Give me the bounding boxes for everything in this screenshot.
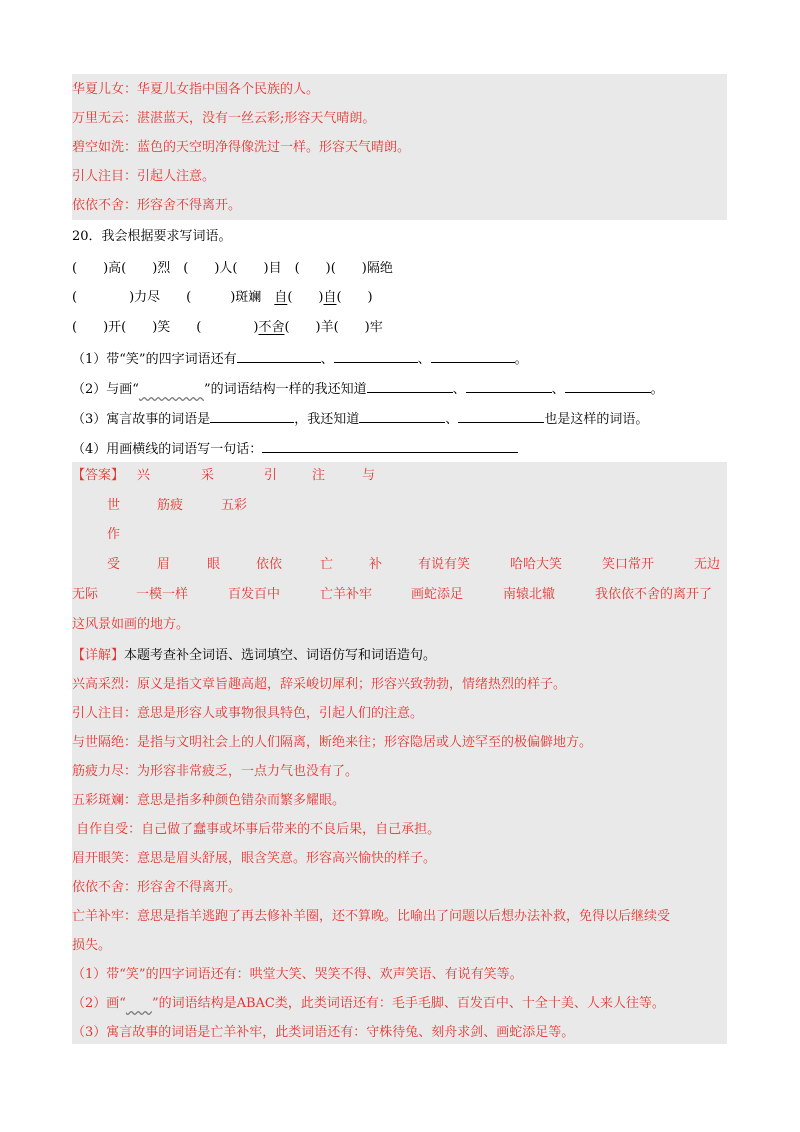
answer-blank[interactable] xyxy=(466,380,552,393)
detail-intro: 本题考查补全词语、选词填空、词语仿写和词语造句。 xyxy=(124,648,437,663)
definition-line: 华夏儿女：华夏儿女指中国各个民族的人。 xyxy=(72,82,320,97)
end-mark: 。 xyxy=(514,352,528,367)
fill-row-2-part: ( ) xyxy=(287,290,324,305)
fill-row-3-part: ( )开( )笑 ( ) xyxy=(72,320,259,335)
definition-line: 碧空如洗：蓝色的天空明净得像洗过一样。形容天气晴朗。 xyxy=(72,140,411,155)
detail-line: 筋疲力尽：为形容非常疲乏，一点力气也没有了。 xyxy=(72,764,359,779)
answer-token: 注 xyxy=(312,468,326,483)
definition-line: 依依不舍：形容舍不得离开。 xyxy=(72,198,242,213)
wavy-underline-mark xyxy=(139,382,204,397)
answer-blank[interactable] xyxy=(367,380,453,393)
q4-text: （4）用画横线的词语写一句话： xyxy=(72,442,263,457)
answer-token: 南辕北辙 xyxy=(503,587,556,602)
q3-text: （3）寓言故事的词语是 xyxy=(72,412,211,427)
separator: 、 xyxy=(320,352,334,367)
detail-line xyxy=(72,995,665,1013)
answer-token: 无际 xyxy=(72,587,99,602)
answer-token: 与 xyxy=(362,468,376,483)
detail-line: 亡羊补牢：意思是指羊逃跑了再去修补羊圈，还不算晚。比喻出了问题以后想办法补救，免得以后继续受 xyxy=(72,909,671,924)
answer-token: 筋疲 xyxy=(157,498,184,513)
sub-question-1 xyxy=(72,350,528,369)
answer-token: 补 xyxy=(369,557,383,572)
answer-token: 一模一样 xyxy=(136,587,189,602)
question-title: 20．我会根据要求写词语。 xyxy=(72,229,232,244)
answer-token: 兴 xyxy=(137,468,151,483)
answer-blank[interactable] xyxy=(359,410,445,423)
answer-blank[interactable] xyxy=(458,410,544,423)
answer-sentence-end: 这风景如画的地方。 xyxy=(72,617,190,632)
answer-token: 我依依不舍的离开了 xyxy=(595,587,713,602)
underlined-char: 自 xyxy=(323,290,337,305)
answer-token: 画蛇添足 xyxy=(411,587,464,602)
q3-text: 也是这样的词语。 xyxy=(544,412,649,427)
sub-question-2 xyxy=(72,380,664,399)
answer-blank[interactable] xyxy=(262,440,518,453)
underlined-word: 不舍 xyxy=(258,320,285,335)
separator: 、 xyxy=(417,352,431,367)
fill-row-2-part: ( )力尽 ( )斑斓 xyxy=(72,290,275,305)
q2-text: （2）与画“ xyxy=(72,382,139,397)
answer-token: 百发百中 xyxy=(228,587,281,602)
detail-label: 【详解】 xyxy=(72,648,125,663)
answer-token: 采 xyxy=(201,468,215,483)
answer-token: 无边 xyxy=(694,557,721,572)
detail-line: 五彩斑斓：意思是指多种颜色错杂而繁多耀眼。 xyxy=(72,793,346,808)
q2-text: ”的词语结构一样的我还知道 xyxy=(203,382,367,397)
answer-blank[interactable] xyxy=(431,350,515,363)
answer-token: 依依 xyxy=(256,557,283,572)
answer-token: 亡羊补牢 xyxy=(320,587,373,602)
answer-blank[interactable] xyxy=(334,350,418,363)
answer-blank[interactable] xyxy=(237,350,321,363)
end-mark: 。 xyxy=(650,382,664,397)
q3-text: ，我还知道 xyxy=(294,412,360,427)
underlined-char: 自 xyxy=(274,290,288,305)
detail-line: 引人注目：意思是形容人或事物很具特色，引起人们的注意。 xyxy=(72,706,424,721)
answer-token: 五彩 xyxy=(221,498,248,513)
answer-token: 世 xyxy=(107,498,121,513)
answer-token: 哈哈大笑 xyxy=(510,557,563,572)
separator: 、 xyxy=(445,412,459,427)
separator: 、 xyxy=(551,382,565,397)
detail-line: 自作自受：自己做了蠢事或坏事后带来的不良后果，自己承担。 xyxy=(72,822,441,837)
answer-token: 笑口常开 xyxy=(602,557,655,572)
detail-line: （3）寓言故事的词语是亡羊补牢，此类词语还有：守株待兔、刻舟求剑、画蛇添足等。 xyxy=(72,1025,575,1040)
answer-label: 【答案】 xyxy=(72,468,125,483)
detail-intro-line xyxy=(72,647,436,665)
fill-row-2-part: ( ) xyxy=(336,290,373,305)
fill-row-3-part: ( )羊( )牢 xyxy=(284,320,383,335)
fill-row-1: ( )高( )烈 ( )人( )目 ( )( )隔绝 xyxy=(72,261,393,276)
separator: 、 xyxy=(452,382,466,397)
definition-line: 引人注目：引起人注意。 xyxy=(72,169,216,184)
answer-token: 眼 xyxy=(207,557,221,572)
answer-token: 亡 xyxy=(320,557,334,572)
sub-question-4 xyxy=(72,440,518,459)
answer-token: 有说有笑 xyxy=(418,557,471,572)
answer-blank[interactable] xyxy=(565,380,651,393)
q1-text: （1）带“笑”的四字词语还有 xyxy=(72,352,237,367)
fill-row-2 xyxy=(72,289,373,307)
answer-token: 引 xyxy=(264,468,278,483)
answer-token: 眉 xyxy=(157,557,171,572)
wavy-underline-mark xyxy=(126,996,152,1011)
answer-token: 受 xyxy=(107,557,121,572)
detail-line: （1）带“笑”的四字词语还有：哄堂大笑、哭笑不得、欢声笑语、有说有笑等。 xyxy=(72,967,523,982)
definition-line: 万里无云：湛湛蓝天，没有一丝云彩;形容天气晴朗。 xyxy=(72,111,376,126)
answer-token: 作 xyxy=(107,527,121,542)
detail-part: （2）画“ xyxy=(72,996,126,1011)
detail-line: 依依不舍：形容舍不得离开。 xyxy=(72,880,242,895)
detail-line: 眉开眼笑：意思是眉头舒展，眼含笑意。形容高兴愉快的样子。 xyxy=(72,851,437,866)
detail-line: 兴高采烈：原义是指文章旨趣高超，辞采峻切犀利；形容兴致勃勃，情绪热烈的样子。 xyxy=(72,677,567,692)
detail-line: 损失。 xyxy=(72,938,112,953)
fill-row-3 xyxy=(72,319,383,337)
answer-blank[interactable] xyxy=(210,410,294,423)
answer-background xyxy=(72,462,727,1044)
detail-part: ”的词语结构是ABAC类，此类词语还有：毛手毛脚、百发百中、十全十美、人来人往等。 xyxy=(151,996,665,1011)
sub-question-3 xyxy=(72,410,648,429)
detail-line: 与世隔绝：是指与文明社会上的人们隔离，断绝来往；形容隐居或人迹罕至的极偏僻地方。 xyxy=(72,735,593,750)
